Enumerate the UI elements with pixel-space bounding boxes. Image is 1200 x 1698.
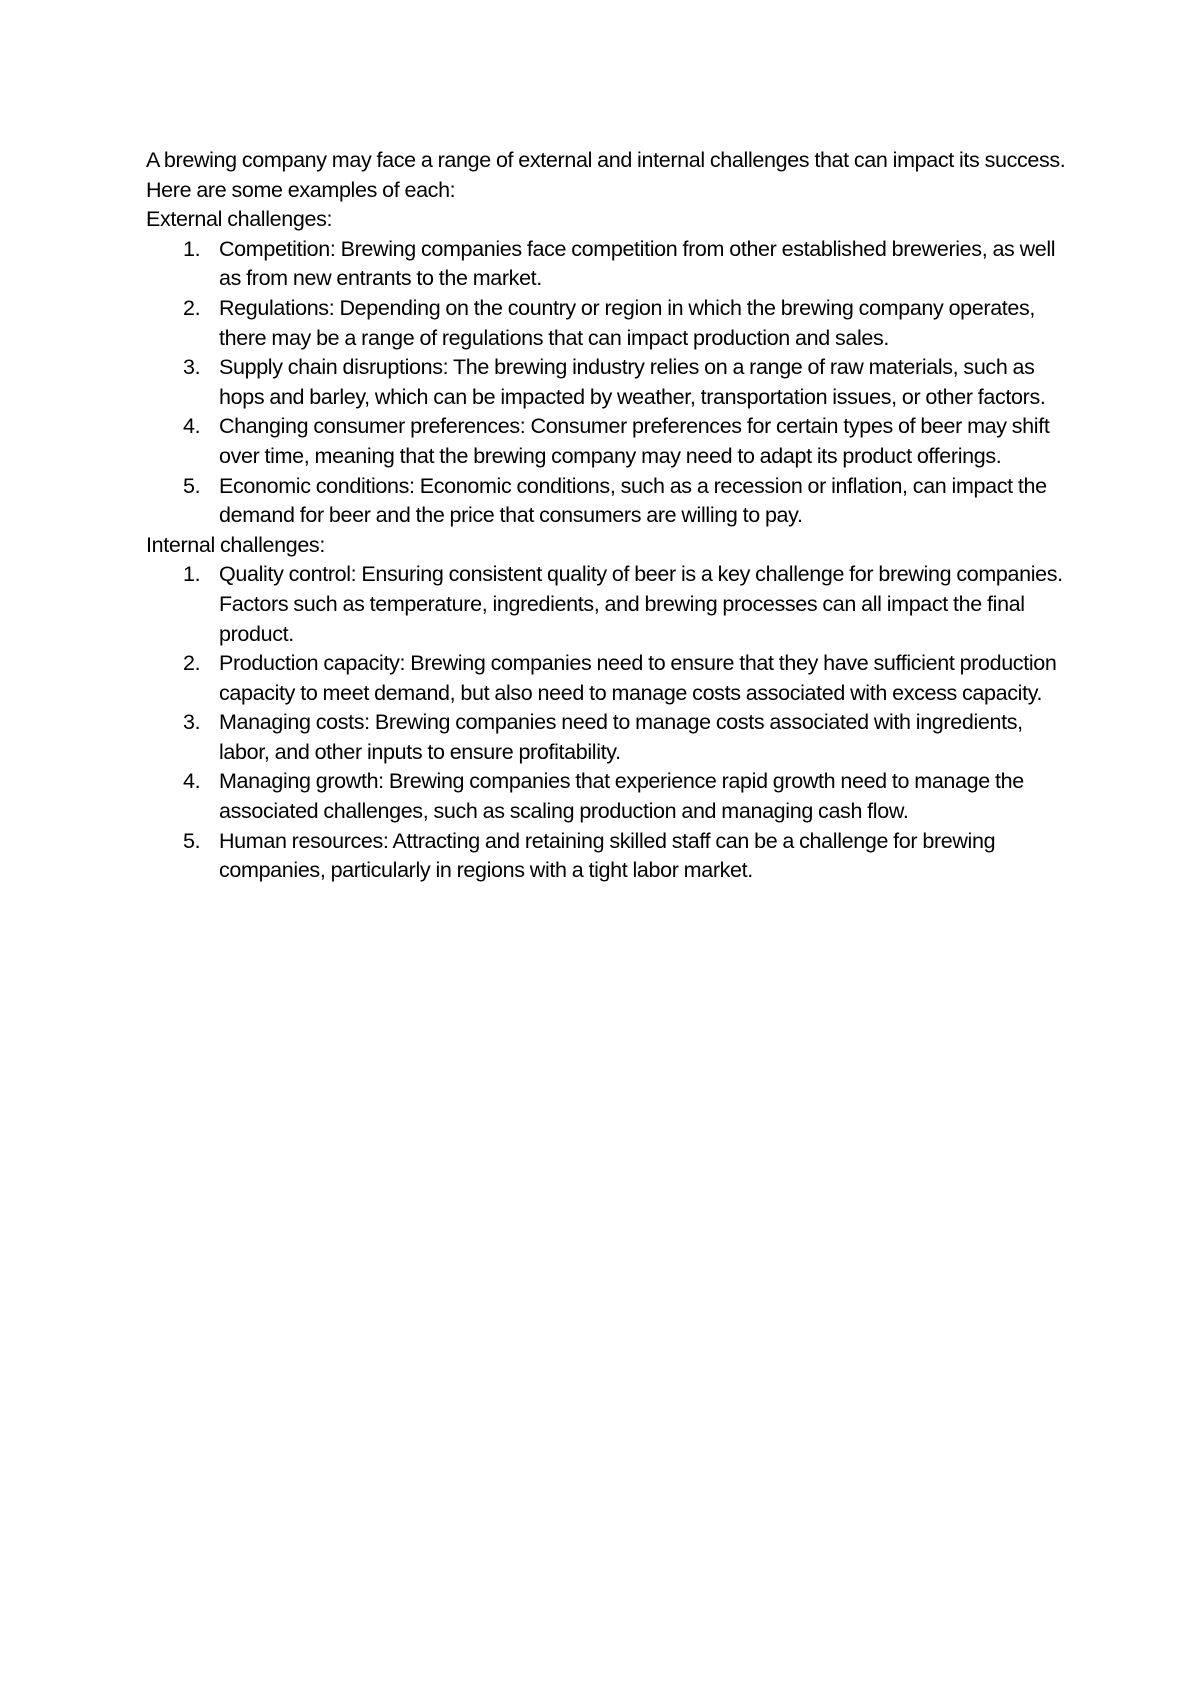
list-item-text: Human resources: Attracting and retaining skilled staff can be a challenge for brewing companies, particularly in regions with a tight labor market. xyxy=(219,828,996,883)
list-item xyxy=(183,235,1076,294)
list-item xyxy=(183,708,1076,767)
list-item xyxy=(183,649,1076,708)
list-item-text: Production capacity: Brewing companies need to ensure that they have sufficient production capacity to meet demand, but also need to manage costs associated with excess capacity. xyxy=(219,651,1057,705)
list-item-text: Changing consumer preferences: Consumer preferences for certain types of beer may shift over time, meaning that the brewing company may need to adapt its product offerings. xyxy=(219,414,1050,468)
intro-paragraph: A brewing company may face a range of external and internal challenges that can impact its success. Here are some examples of each: xyxy=(146,148,1066,202)
document-body xyxy=(146,146,1076,886)
external-challenges-heading: External challenges: xyxy=(146,207,333,232)
list-item-number: 1. xyxy=(183,236,201,261)
list-item-number: 3. xyxy=(183,355,201,380)
list-item-number: 2. xyxy=(183,651,201,676)
list-item-text: Supply chain disruptions: The brewing industry relies on a range of raw materials, such as hops and barley, which can be impacted by weather, transportation issues, or other factors. xyxy=(219,355,1046,409)
list-item xyxy=(183,353,1076,412)
list-item-number: 2. xyxy=(183,295,201,320)
list-item-number: 5. xyxy=(183,828,201,853)
list-item-number: 1. xyxy=(183,562,201,587)
list-item-number: 5. xyxy=(183,473,201,498)
list-item-number: 4. xyxy=(183,414,201,439)
list-item xyxy=(183,472,1076,531)
list-item-text: Quality control: Ensuring consistent quality of beer is a key challenge for brewing companies. Factors such as temperature, ingredients, and brewing processes can all impact the final product. xyxy=(219,562,1063,646)
list-item-text: Regulations: Depending on the country or region in which the brewing company operates, there may be a range of regulations that can impact production and sales. xyxy=(219,295,1036,350)
list-item-text: Managing growth: Brewing companies that experience rapid growth need to manage the associated challenges, such as scaling production and managing cash flow. xyxy=(219,769,1024,824)
internal-challenges-list xyxy=(146,560,1076,886)
list-item xyxy=(183,560,1076,649)
list-item-text: Managing costs: Brewing companies need to manage costs associated with ingredients, labor, and other inputs to ensure profitability. xyxy=(219,710,1023,764)
list-item-text: Competition: Brewing companies face competition from other established breweries, as well as from new entrants to the market. xyxy=(219,236,1056,291)
external-challenges-list xyxy=(146,235,1076,531)
list-item-text: Economic conditions: Economic conditions, such as a recession or inflation, can impact the demand for beer and the price that consumers are willing to pay. xyxy=(219,473,1047,528)
list-item xyxy=(183,412,1076,471)
list-item-number: 3. xyxy=(183,710,201,735)
list-item-number: 4. xyxy=(183,769,201,794)
list-item xyxy=(183,767,1076,826)
list-item xyxy=(183,827,1076,886)
list-item xyxy=(183,294,1076,353)
internal-challenges-heading: Internal challenges: xyxy=(146,532,325,557)
